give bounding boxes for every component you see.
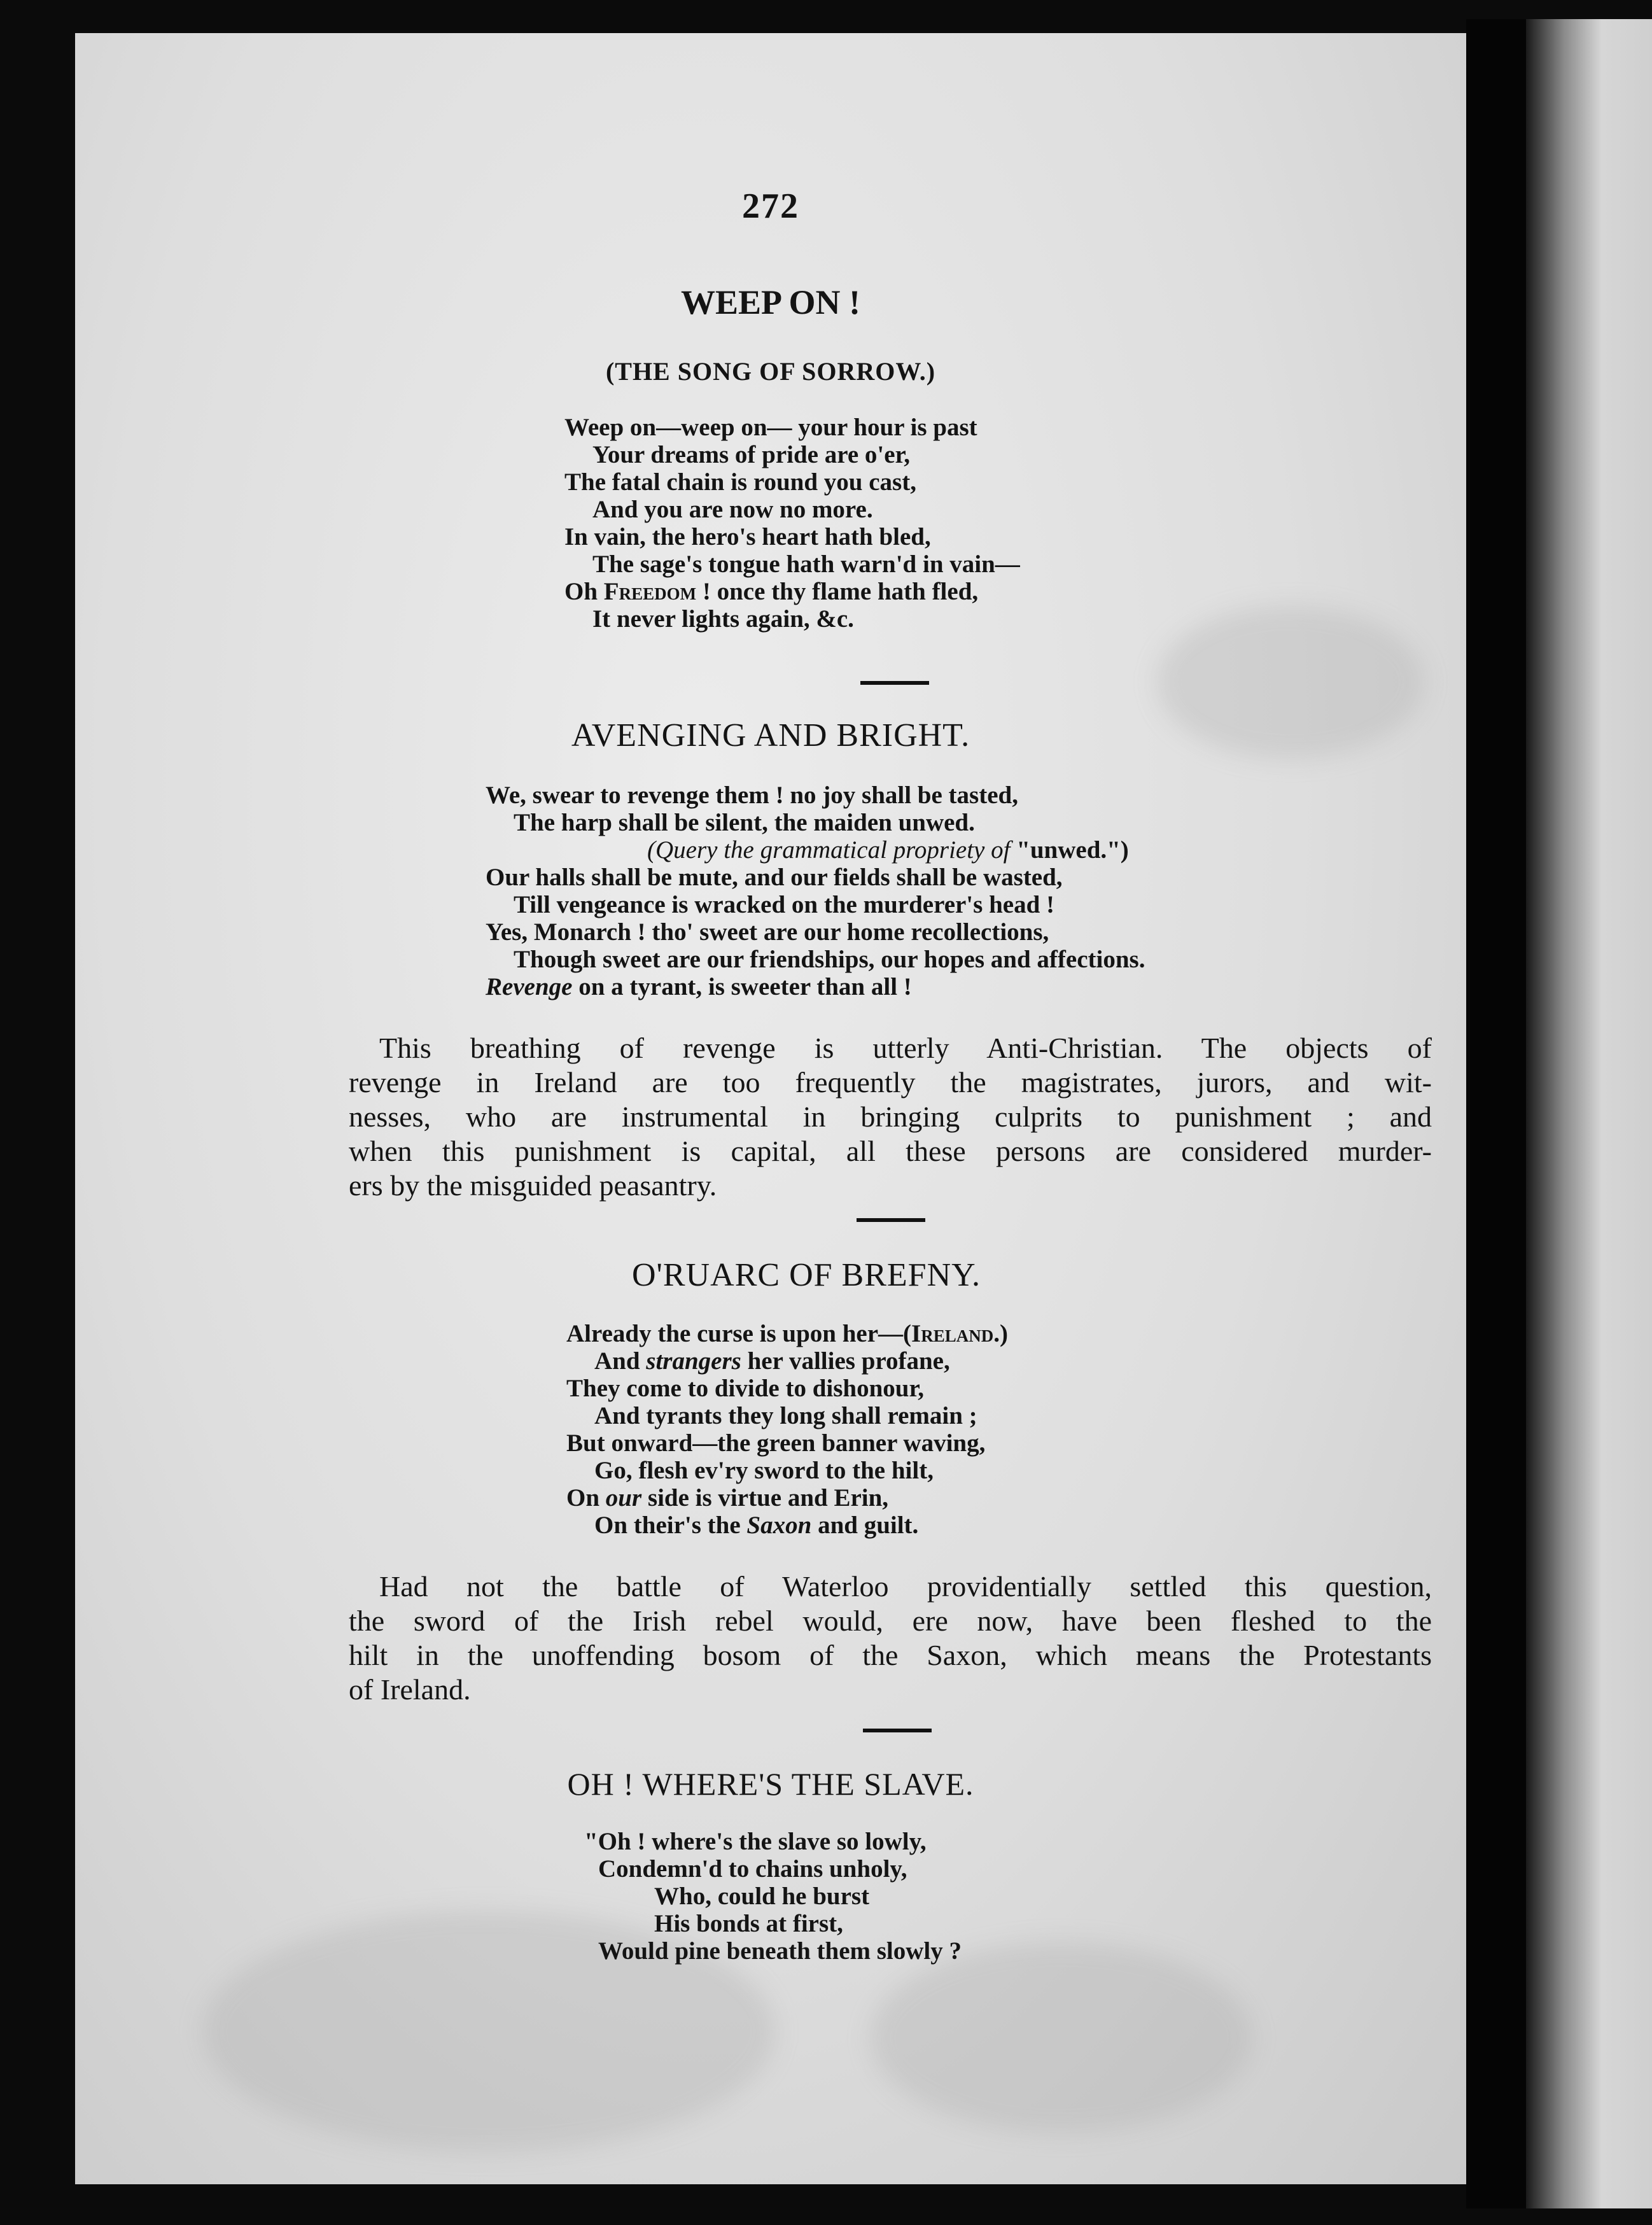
poem-line xyxy=(566,1320,1008,1347)
poem-title-weep-on: WEEP ON ! xyxy=(680,283,861,321)
poem-text: On xyxy=(566,1484,606,1512)
poem-text-smallcaps: Ireland xyxy=(911,1320,994,1347)
note-text: (Query the grammatical propriety of xyxy=(647,836,1011,864)
poem-line: In vain, the hero's heart hath bled, xyxy=(564,523,931,551)
poem-line: Weep on—weep on— your hour is past xyxy=(564,414,977,441)
poem-text: On their's the xyxy=(594,1512,747,1539)
poem-line: Condemn'd to chains unholy, xyxy=(598,1855,907,1883)
poem-text: Already the curse is upon her—( xyxy=(566,1320,912,1347)
section-divider xyxy=(857,1218,925,1222)
poem-line: We, swear to revenge them ! no joy shall be tasted, xyxy=(486,782,1018,809)
commentary-line: This breathing of revenge is utterly Anti-Christian. The objects of xyxy=(379,1032,1432,1064)
commentary-line: when this punishment is capital, all these persons are considered murder- xyxy=(349,1135,1432,1167)
poem-text: and guilt. xyxy=(811,1512,919,1539)
poem-line xyxy=(566,1512,1008,1539)
poem-text: Oh xyxy=(564,578,604,605)
poem-line: Though sweet are our friendships, our hopes and affections. xyxy=(514,946,1145,973)
commentary-line: nesses, who are instrumental in bringing culprits to punishment ; and xyxy=(349,1100,1432,1133)
poem-text: side is virtue and Erin, xyxy=(641,1484,889,1512)
poem-line: The harp shall be silent, the maiden unwed. xyxy=(514,809,975,836)
commentary-line: ers by the misguided peasantry. xyxy=(349,1169,717,1202)
poem-text: .) xyxy=(993,1320,1008,1347)
book-spine-shadow xyxy=(1466,19,1526,2208)
poem-oh-wheres-the-slave xyxy=(584,1828,962,1965)
poem-line: Till vengeance is wracked on the murderer's head ! xyxy=(514,891,1055,918)
facing-page-edge xyxy=(1526,19,1652,2208)
poem-line: "Oh ! where's the slave so lowly, xyxy=(584,1828,927,1855)
poem-text-italic: strangers xyxy=(646,1347,741,1375)
poem-avenging-and-bright xyxy=(486,782,1145,1000)
commentary-line: hilt in the unoffending bosom of the Saxon, which means the Protestants xyxy=(349,1639,1432,1671)
book-page xyxy=(75,33,1466,2184)
poem-line: The fatal chain is round you cast, xyxy=(564,468,916,496)
poem-line: Yes, Monarch ! tho' sweet are our home recollections, xyxy=(486,918,1049,946)
poem-line: Would pine beneath them slowly ? xyxy=(598,1937,962,1965)
commentary-paragraph xyxy=(349,1569,1432,1707)
commentary-line: the sword of the Irish rebel would, ere now, have been fleshed to the xyxy=(349,1604,1432,1637)
page-number: 272 xyxy=(742,186,799,226)
poem-title-avenging-and-bright: AVENGING AND BRIGHT. xyxy=(571,717,970,754)
commentary-line: revenge in Ireland are too frequently the magistrates, jurors, and wit- xyxy=(349,1066,1432,1098)
poem-line: They come to divide to dishonour, xyxy=(566,1375,924,1402)
poem-text: on a tyrant, is sweeter than all ! xyxy=(572,973,912,1000)
poem-line: Go, flesh ev'ry sword to the hilt, xyxy=(594,1457,934,1484)
poem-text: ! once thy flame hath fled, xyxy=(696,578,979,605)
poem-text-italic: Saxon xyxy=(746,1512,812,1539)
editorial-note xyxy=(486,836,1145,864)
poem-line: Your dreams of pride are o'er, xyxy=(592,441,911,468)
poem-line: His bonds at first, xyxy=(654,1910,843,1937)
poem-oruarc-of-brefny xyxy=(566,1320,1008,1539)
poem-text-italic: our xyxy=(605,1484,642,1512)
poem-line: It never lights again, &c. xyxy=(592,605,854,633)
poem-title-oh-wheres-the-slave: OH ! WHERE'S THE SLAVE. xyxy=(567,1766,974,1802)
poem-title-oruarc-of-brefny: O'RUARC OF BREFNY. xyxy=(631,1257,981,1293)
poem-text-italic: Revenge xyxy=(486,973,573,1000)
commentary-paragraph xyxy=(349,1031,1432,1203)
section-divider xyxy=(863,1729,932,1732)
commentary-line: of Ireland. xyxy=(349,1673,471,1706)
poem-line xyxy=(566,1484,1008,1512)
poem-text: And xyxy=(594,1347,647,1375)
poem-line: And you are now no more. xyxy=(592,496,873,523)
poem-line: The sage's tongue hath warn'd in vain— xyxy=(592,551,1020,578)
poem-line xyxy=(564,578,1020,605)
poem-subtitle: (THE SONG OF SORROW.) xyxy=(605,357,936,386)
poem-text: her vallies profane, xyxy=(741,1347,950,1375)
poem-text-smallcaps: Freedom xyxy=(603,578,697,605)
poem-line xyxy=(566,1347,1008,1375)
note-text: "unwed.") xyxy=(1010,836,1129,864)
poem-line xyxy=(486,973,1145,1000)
poem-weep-on xyxy=(564,414,1020,633)
poem-line: And tyrants they long shall remain ; xyxy=(594,1402,977,1429)
poem-line: But onward—the green banner waving, xyxy=(566,1429,986,1457)
water-stain xyxy=(871,1942,1252,2133)
commentary-line: Had not the battle of Waterloo providentially settled this question, xyxy=(379,1570,1432,1603)
section-divider xyxy=(860,681,929,685)
poem-line: Our halls shall be mute, and our fields shall be wasted, xyxy=(486,864,1063,891)
poem-line: Who, could he burst xyxy=(654,1883,870,1910)
